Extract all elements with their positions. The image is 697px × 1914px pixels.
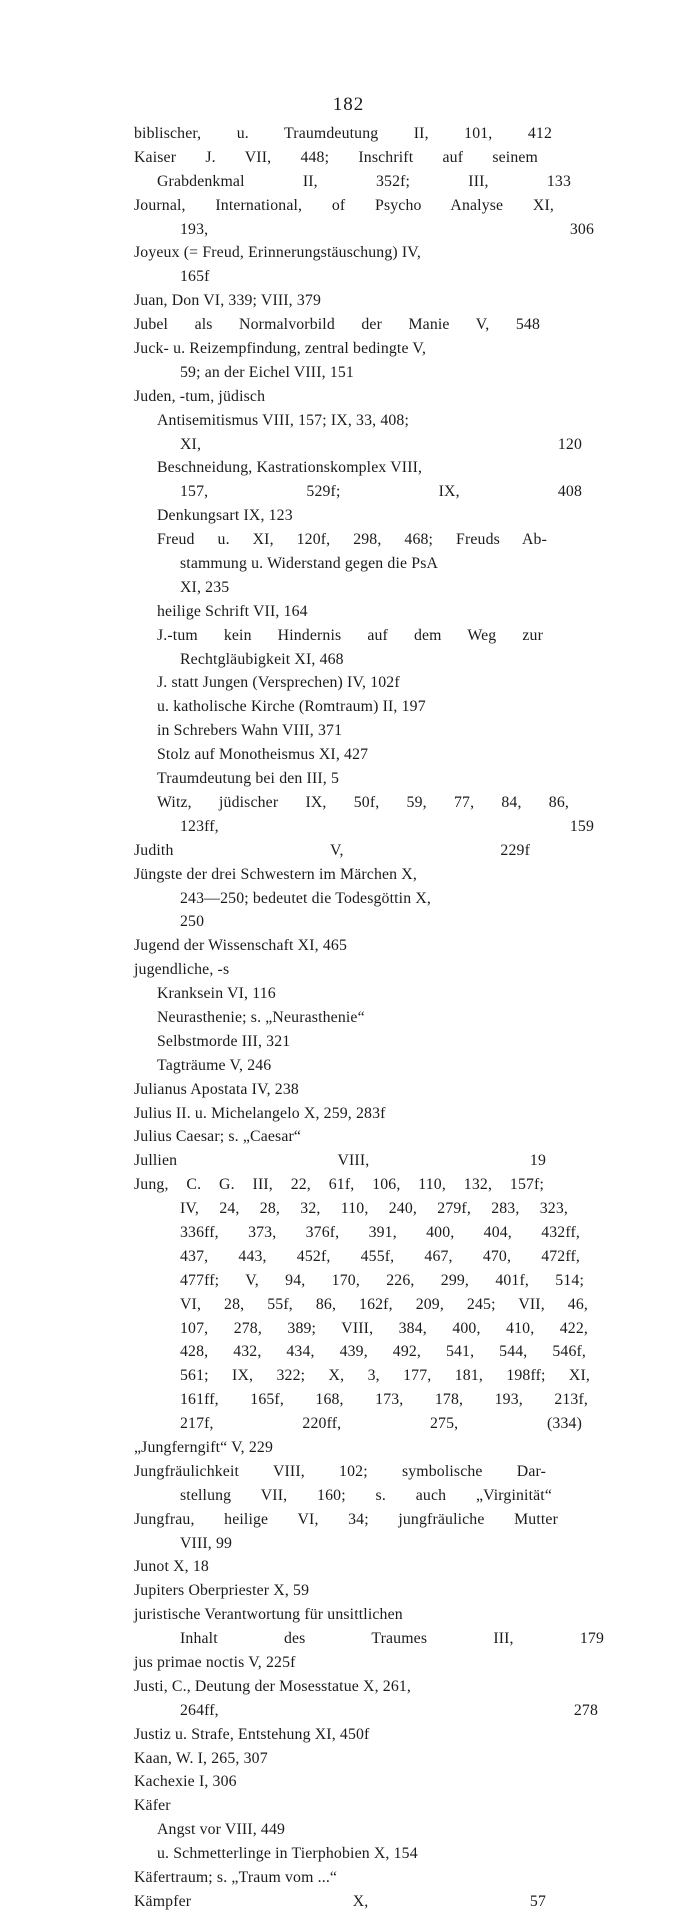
index-entry-text: 336ff, 373, 376f, 391, 400, 404, 432ff,: [180, 1223, 580, 1241]
index-entry: [0, 385, 697, 409]
index-entry-text: u. katholische Kirche (Romtraum) II, 197: [157, 698, 426, 716]
index-entry-text: Tagträume V, 246: [157, 1056, 272, 1074]
index-subentry: [0, 1245, 697, 1269]
index-entry: [0, 958, 697, 982]
index-entry-text: 428, 432, 434, 439, 492, 541, 544, 546f,: [180, 1343, 586, 1361]
index-subentry: [0, 1388, 697, 1412]
index-subentry: [0, 767, 697, 791]
index-entry-text: VIII, 99: [180, 1534, 233, 1552]
index-entry-text: IV, 24, 28, 32, 110, 240, 279f, 283, 323,: [180, 1200, 568, 1218]
index-entry: [0, 934, 697, 958]
index-entry-text: 165f: [180, 268, 210, 286]
index-subentry: [0, 743, 697, 767]
index-entry-text: 107, 278, 389; VIII, 384, 400, 410, 422,: [180, 1319, 588, 1337]
index-entry: [0, 289, 697, 313]
page-number: 182: [332, 94, 365, 115]
index-entry: [0, 1125, 697, 1149]
index-entry-text: Freud u. XI, 120f, 298, 468; Freuds Ab-: [157, 531, 547, 549]
index-entry-text: 243—250; bedeutet die Todesgöttin X,: [180, 889, 432, 907]
index-entry-text: Angst vor VIII, 449: [157, 1821, 286, 1839]
index-entry: [0, 337, 697, 361]
index-subentry: [0, 433, 697, 457]
index-subentry: [0, 910, 697, 934]
index-entry: [0, 313, 697, 337]
index-entry-text: Julianus Apostata IV, 238: [134, 1080, 299, 1098]
index-subentry: [0, 1340, 697, 1364]
index-subentry: [0, 504, 697, 528]
index-entry-text: 217f, 220ff, 275, (334): [180, 1415, 582, 1433]
index-entry-text: Jullien VIII, 19: [134, 1152, 546, 1170]
index-entry-text: J.-tum kein Hindernis auf dem Weg zur: [157, 626, 543, 644]
index-subentry: [0, 695, 697, 719]
index-entry-text: Junot X, 18: [134, 1558, 209, 1576]
index-subentry: [0, 1269, 697, 1293]
index-entry: [0, 1579, 697, 1603]
index-subentry: [0, 456, 697, 480]
index-entry-text: 437, 443, 452f, 455f, 467, 470, 472ff,: [180, 1247, 580, 1265]
index-subentry: [0, 1221, 697, 1245]
index-entry-text: Denkungsart IX, 123: [157, 507, 293, 525]
index-subentry: [0, 1532, 697, 1556]
index-entry-text: Jubel als Normalvorbild der Manie V, 548: [134, 316, 540, 334]
index-entry-text: Jüngste der drei Schwestern im Märchen X,: [134, 865, 417, 883]
index-subentry: [0, 218, 697, 242]
index-entry: [0, 1770, 697, 1794]
index-subentry: [0, 982, 697, 1006]
index-entry: [0, 1173, 697, 1197]
index-entry-text: Julius II. u. Michelangelo X, 259, 283f: [134, 1104, 386, 1122]
index-entry-text: Juan, Don VI, 339; VIII, 379: [134, 292, 322, 310]
index-entry-text: Judith V, 229f: [134, 841, 530, 859]
index-entry-text: stammung u. Widerstand gegen die PsA: [180, 555, 439, 573]
index-entry-text: Selbstmorde III, 321: [157, 1032, 291, 1050]
index-entry-text: jus primae noctis V, 225f: [134, 1654, 296, 1671]
index-subentry: [0, 1197, 697, 1221]
index-subentry: [0, 528, 697, 552]
index-entry-text: Antisemitismus VIII, 157; IX, 33, 408;: [157, 411, 410, 429]
index-subentry: [0, 815, 697, 839]
index-entry-text: jugendliche, -s: [134, 961, 230, 979]
index-subentry: [0, 648, 697, 672]
index-subentry: [0, 1054, 697, 1078]
index-entry-text: u. Schmetterlinge in Tierphobien X, 154: [157, 1845, 418, 1863]
index-entry-text: Jugend der Wissenschaft XI, 465: [134, 937, 347, 955]
index-entry-text: Justiz u. Strafe, Entstehung XI, 450f: [134, 1725, 370, 1743]
index-entry-text: Neurasthenie; s. „Neurasthenie“: [157, 1008, 365, 1026]
index-entry: [0, 1866, 697, 1890]
index-entry-text: Witz, jüdischer IX, 50f, 59, 77, 84, 86,: [157, 793, 569, 811]
index-entry: [0, 241, 697, 265]
index-entry-text: Jung, C. G. III, 22, 61f, 106, 110, 132, 157f;: [134, 1176, 544, 1194]
index-entry-text: biblischer, u. Traumdeutung II, 101, 412: [134, 125, 552, 142]
index-entry-text: Inhalt des Traumes III, 179: [180, 1630, 604, 1648]
index-subentry: [0, 1293, 697, 1317]
index-subentry: [0, 1627, 697, 1651]
index-subentry: [0, 1030, 697, 1054]
index-entry: [0, 1555, 697, 1579]
index-entry-text: Grabdenkmal II, 352f; III, 133: [157, 172, 571, 190]
index-entry: [0, 1794, 697, 1818]
index-entry-text: Jupiters Oberpriester X, 59: [134, 1582, 310, 1600]
index-entry: [0, 1460, 697, 1484]
index-entry-text: J. statt Jungen (Versprechen) IV, 102f: [157, 674, 400, 692]
index-entry-text: 250: [180, 913, 205, 931]
index-entry: [0, 122, 697, 146]
index-subentry: [0, 1412, 697, 1436]
index-entry-text: „Jungferngift“ V, 229: [134, 1438, 274, 1456]
index-entry-text: Justi, C., Deutung der Mosesstatue X, 261,: [134, 1677, 412, 1695]
index-entry-text: juristische Verantwortung für unsittlichen: [134, 1606, 403, 1624]
index-entry-text: 264ff, 278: [180, 1701, 598, 1719]
index-subentry: [0, 480, 697, 504]
index-subentry: [0, 1699, 697, 1723]
index-subentry: [0, 1006, 697, 1030]
index-entry-text: Kaiser J. VII, 448; Inschrift auf seinem: [134, 148, 538, 166]
index-entry: [0, 1078, 697, 1102]
index-entry-text: Juden, -tum, jüdisch: [134, 387, 266, 405]
index-subentry: [0, 624, 697, 648]
index-entry: [0, 1890, 697, 1914]
index-entry-text: 561; IX, 322; X, 3, 177, 181, 198ff; XI,: [180, 1367, 590, 1385]
index-entry: [0, 1651, 697, 1675]
index-entry-text: Traumdeutung bei den III, 5: [157, 770, 340, 788]
index-entry-text: Joyeux (= Freud, Erinnerungstäuschung) IV,: [134, 244, 421, 262]
index-entry-text: 193, 306: [180, 220, 594, 238]
index-subentry: [0, 887, 697, 911]
index-entry-text: XI, 235: [180, 578, 230, 596]
index-entries: [0, 122, 697, 1914]
index-entry-text: 123ff, 159: [180, 817, 594, 835]
index-entry-text: Käfertraum; s. „Traum vom ...“: [134, 1869, 338, 1887]
index-entry-text: Kachexie I, 306: [134, 1773, 237, 1791]
index-subentry: [0, 671, 697, 695]
index-subentry: [0, 1842, 697, 1866]
index-subentry: [0, 1364, 697, 1388]
index-subentry: [0, 170, 697, 194]
index-subentry: [0, 552, 697, 576]
index-subentry: [0, 719, 697, 743]
index-entry: [0, 1102, 697, 1126]
index-entry-text: stellung VII, 160; s. auch „Virginität“: [180, 1486, 552, 1504]
index-entry-text: Stolz auf Monotheismus XI, 427: [157, 746, 369, 764]
index-entry-text: in Schrebers Wahn VIII, 371: [157, 722, 343, 740]
index-entry-text: Jungfräulichkeit VIII, 102; symbolische Dar-: [134, 1462, 546, 1480]
index-subentry: [0, 409, 697, 433]
index-entry: [0, 1508, 697, 1532]
index-subentry: [0, 576, 697, 600]
index-entry: [0, 1675, 697, 1699]
index-subentry: [0, 791, 697, 815]
index-entry: [0, 194, 697, 218]
index-entry: [0, 1747, 697, 1771]
index-entry: [0, 1603, 697, 1627]
index-entry: [0, 839, 697, 863]
index-entry-text: 477ff; V, 94, 170, 226, 299, 401f, 514;: [180, 1271, 584, 1289]
index-entry-text: Kaan, W. I, 265, 307: [134, 1749, 268, 1767]
index-entry-text: VI, 28, 55f, 86, 162f, 209, 245; VII, 46,: [180, 1295, 588, 1313]
index-subentry: [0, 265, 697, 289]
index-entry-text: 59; an der Eichel VIII, 151: [180, 363, 354, 381]
index-entry-text: Kranksein VI, 116: [157, 985, 276, 1003]
index-entry-text: XI, 120: [180, 435, 582, 453]
index-subentry: [0, 361, 697, 385]
index-entry: [0, 1723, 697, 1747]
index-entry-text: Rechtgläubigkeit XI, 468: [180, 650, 344, 668]
index-entry-text: Julius Caesar; s. „Caesar“: [134, 1128, 302, 1146]
index-entry-text: Jungfrau, heilige VI, 34; jungfräuliche Mutter: [134, 1510, 558, 1528]
index-subentry: [0, 1818, 697, 1842]
index-entry-text: Beschneidung, Kastrationskomplex VIII,: [157, 459, 423, 477]
index-subentry: [0, 1484, 697, 1508]
index-entry-text: 161ff, 165f, 168, 173, 178, 193, 213f,: [180, 1391, 588, 1409]
index-entry-text: Journal, International, of Psycho Analyse XI,: [134, 196, 554, 214]
index-subentry: [0, 600, 697, 624]
index-entry-text: Kämpfer X, 57: [134, 1892, 546, 1910]
index-entry-text: heilige Schrift VII, 164: [157, 602, 308, 620]
index-entry: [0, 1436, 697, 1460]
index-entry-text: Käfer: [134, 1797, 171, 1815]
index-entry: [0, 863, 697, 887]
index-entry: [0, 1149, 697, 1173]
index-subentry: [0, 1317, 697, 1341]
index-entry-text: 157, 529f; IX, 408: [180, 483, 582, 501]
index-entry: [0, 146, 697, 170]
index-entry-text: Juck- u. Reizempfindung, zentral bedingte V,: [134, 340, 427, 358]
